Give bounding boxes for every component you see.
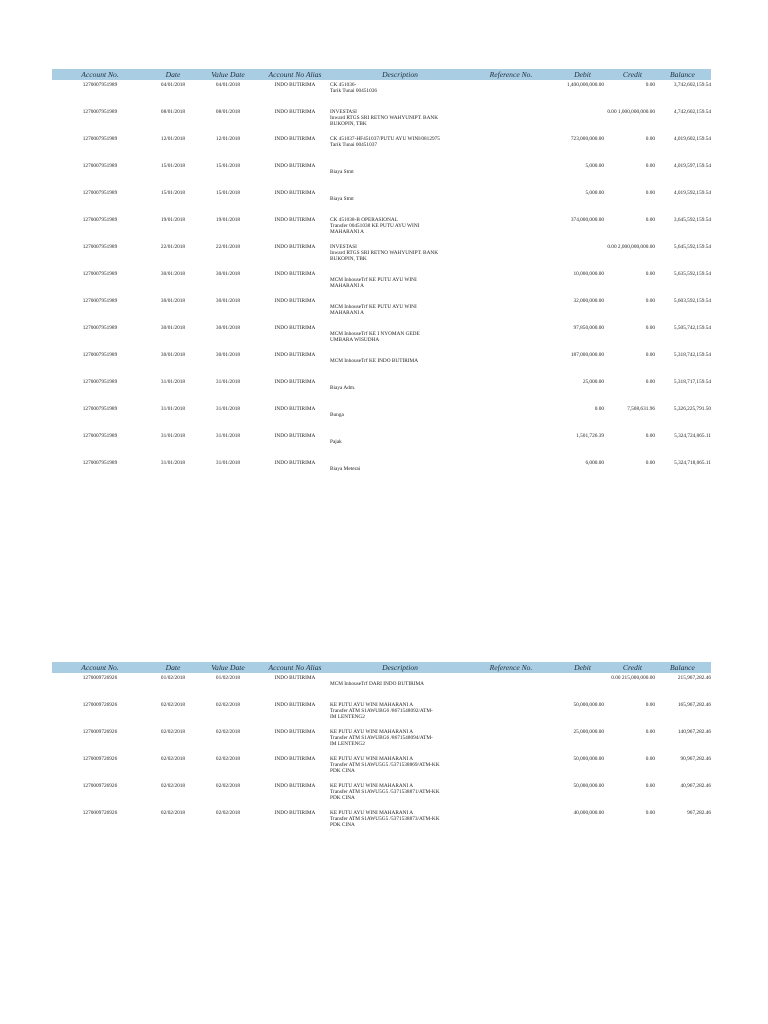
debit-cell: 25,000.00 [582,379,604,385]
table-header [52,69,711,80]
account-alias-cell: INDO BUTIRIMA [274,136,316,142]
value-date-cell: 15/01/2018 [215,190,241,196]
header-account-alias: Account No Alias [268,70,322,79]
account-no-cell: 1270007951989 [82,217,118,223]
debit-cell: 32,000,000.00 [573,298,604,304]
credit-cell: 0.00 215,000,000.00 [611,675,655,681]
value-date-cell: 31/01/2018 [215,460,241,466]
balance-cell: 3,742,602,159.54 [673,82,711,88]
account-alias-cell: INDO BUTIRIMA [274,82,316,88]
balance-cell: 5,326,225,791.50 [673,406,711,412]
description-cell: INVESTASI Inward RTGS SRI RETNO WAHYUNIPT. BANK BUKOPIN, TBK [330,109,439,128]
account-alias-cell: INDO BUTIRIMA [274,109,316,115]
date-cell: 22/01/2018 [160,244,186,250]
description-cell: Biaya Stmt [330,169,354,176]
account-no-cell: 1270009726926 [82,756,118,762]
credit-cell: 0.00 [645,810,655,816]
value-date-cell: 04/01/2018 [215,82,241,88]
balance-cell: 4,742,602,159.54 [673,109,711,115]
debit-cell: 5,000.00 [585,163,604,169]
header-reference-no: Reference No. [489,70,533,79]
date-cell: 30/01/2018 [160,271,186,277]
debit-cell: 25,000,000.00 [573,729,604,735]
account-no-cell: 1270007951989 [82,406,118,412]
credit-cell: 0.00 [645,783,655,789]
balance-cell: 40,967,282.46 [680,783,711,789]
account-alias-cell: INDO BUTIRIMA [274,810,316,816]
description-cell: Biaya Stmt [330,196,354,203]
value-date-cell: 30/01/2018 [215,271,241,277]
date-cell: 31/01/2018 [160,406,186,412]
account-no-cell: 1270007951989 [82,271,118,277]
balance-cell: 5,324,724,065.11 [674,433,711,439]
account-alias-cell: INDO BUTIRIMA [274,406,316,412]
description-cell: MCM InhouseTrf KE INDO BUTIRIMA [330,358,419,365]
credit-cell: 0.00 [645,379,655,385]
date-cell: 30/01/2018 [160,325,186,331]
value-date-cell: 02/02/2018 [215,810,241,816]
header-debit: Debit [574,70,591,79]
account-no-cell: 1270007951989 [82,379,118,385]
account-no-cell: 1270009726926 [82,783,118,789]
account-alias-cell: INDO BUTIRIMA [274,729,316,735]
header-value-date: Value Date [211,70,245,79]
account-alias-cell: INDO BUTIRIMA [274,325,316,331]
value-date-cell: 02/02/2018 [215,729,241,735]
credit-cell: 0.00 [645,325,655,331]
account-no-cell: 1270007951989 [82,244,118,250]
date-cell: 31/01/2018 [160,460,186,466]
account-no-cell: 1270009726926 [82,702,118,708]
description-cell: INVESTASI Inward RTGS SRI RETNO WAHYUNIPT. BANK BUKOPIN, TBK [330,244,439,263]
value-date-cell: 30/01/2018 [215,352,241,358]
header-debit: Debit [574,663,591,672]
balance-cell: 5,318,717,159.54 [673,379,711,385]
debit-cell: 50,000,000.00 [573,783,604,789]
account-no-cell: 1270007951989 [82,109,118,115]
credit-cell: 0.00 [645,298,655,304]
debit-cell: 6,000.00 [585,460,604,466]
date-cell: 04/01/2018 [160,82,186,88]
account-alias-cell: INDO BUTIRIMA [274,298,316,304]
account-no-cell: 1270007951989 [82,433,118,439]
account-alias-cell: INDO BUTIRIMA [274,433,316,439]
description-cell: KE PUTU AYU WINI MAHARANI A Transfer ATM S1AWU5G5 /5371538869/ATM-KK PDK CINA [330,756,440,775]
balance-cell: 215,967,282.46 [677,675,711,681]
header-date: Date [165,70,181,79]
credit-cell: 0.00 [645,271,655,277]
account-alias-cell: INDO BUTIRIMA [274,271,316,277]
account-alias-cell: INDO BUTIRIMA [274,244,316,250]
header-balance: Balance [670,663,695,672]
balance-cell: 4,019,602,159.54 [673,136,711,142]
date-cell: 31/01/2018 [160,379,186,385]
date-cell: 02/02/2018 [160,783,186,789]
credit-cell: 0.00 [645,82,655,88]
date-cell: 15/01/2018 [160,190,186,196]
value-date-cell: 30/01/2018 [215,298,241,304]
debit-cell: 1,400,000,000.00 [566,82,604,88]
description-cell: Bunga [330,412,344,419]
balance-cell: 5,645,592,159.54 [673,244,711,250]
header-credit: Credit [622,663,643,672]
description-cell: KE PUTU AYU WINI MAHARANI A Transfer ATM S1AWUBG6 /8671548094/ATM- IM LENTENG2 [330,729,433,748]
debit-cell: 723,000,000.00 [570,136,604,142]
debit-cell: 50,000,000.00 [573,756,604,762]
credit-cell: 0.00 [645,217,655,223]
debit-cell: 97,850,000.00 [573,325,604,331]
description-cell: MCM InhouseTrf DARI INDO BUTIRIMA [330,681,424,688]
debit-cell: 40,000,000.00 [573,810,604,816]
credit-cell: 0.00 [645,702,655,708]
value-date-cell: 02/02/2018 [215,783,241,789]
value-date-cell: 12/01/2018 [215,136,241,142]
description-cell: CK 451036- Tarik Tunai 00451036 [330,82,378,95]
table-header [52,662,711,673]
value-date-cell: 15/01/2018 [215,163,241,169]
date-cell: 08/01/2018 [160,109,186,115]
header-value-date: Value Date [211,663,245,672]
date-cell: 02/02/2018 [160,810,186,816]
account-no-cell: 1270009726926 [82,729,118,735]
credit-cell: 0.00 1,000,000,000.00 [607,109,655,115]
description-cell: KE PUTU AYU WINI MAHARANI A Transfer ATM S1AWUBG6 /8671548092/ATM- IM LENTENG2 [330,702,433,721]
credit-cell: 0.00 [645,163,655,169]
description-cell: KE PUTU AYU WINI MAHARANI A Transfer ATM S1AWU5G5 /5371538871/ATM-KK PDK CINA [330,783,440,802]
credit-cell: 7,508,631.96 [627,406,655,412]
account-no-cell: 1270007951989 [82,163,118,169]
header-account-alias: Account No Alias [268,663,322,672]
date-cell: 30/01/2018 [160,298,186,304]
account-alias-cell: INDO BUTIRIMA [274,163,316,169]
header-credit: Credit [622,70,643,79]
description-cell: MCM InhouseTrf KE PUTU AYU WINI MAHARANI A [330,304,417,317]
balance-cell: 3,645,592,159.54 [673,217,711,223]
value-date-cell: 19/01/2018 [215,217,241,223]
description-cell: Pajak [330,439,342,446]
balance-cell: 5,324,718,065.11 [674,460,711,466]
value-date-cell: 31/01/2018 [215,406,241,412]
account-alias-cell: INDO BUTIRIMA [274,352,316,358]
value-date-cell: 02/02/2018 [215,756,241,762]
description-cell: CK 451037-HF451037/PUTU AYU WINI/0812975 Tarik Tunai 00451037 [330,136,440,149]
value-date-cell: 30/01/2018 [215,325,241,331]
header-account-no: Account No. [81,70,119,79]
date-cell: 30/01/2018 [160,352,186,358]
value-date-cell: 01/02/2018 [215,675,241,681]
account-no-cell: 1270007951989 [82,325,118,331]
account-no-cell: 1270007951989 [82,298,118,304]
description-cell: MCM InhouseTrf KE PUTU AYU WINI MAHARANI A [330,277,417,290]
debit-cell: 1,501,726.39 [576,433,604,439]
balance-cell: 5,635,592,159.54 [673,271,711,277]
header-reference-no: Reference No. [489,663,533,672]
credit-cell: 0.00 [645,352,655,358]
statement-table [52,662,711,829]
debit-cell: 5,000.00 [585,190,604,196]
debit-cell: 10,000,000.00 [573,271,604,277]
header-date: Date [165,663,181,672]
balance-cell: 165,967,282.46 [677,702,711,708]
account-alias-cell: INDO BUTIRIMA [274,379,316,385]
date-cell: 02/02/2018 [160,702,186,708]
account-no-cell: 1270007951989 [82,460,118,466]
value-date-cell: 22/01/2018 [215,244,241,250]
description-cell: Biaya Adm. [330,385,356,392]
account-no-cell: 1270009726926 [82,810,118,816]
debit-cell: 187,000,000.00 [570,352,604,358]
credit-cell: 0.00 [645,756,655,762]
header-balance: Balance [670,70,695,79]
date-cell: 19/01/2018 [160,217,186,223]
credit-cell: 0.00 [645,433,655,439]
debit-cell: 374,000,000.00 [570,217,604,223]
description-cell: Biaya Meterai [330,466,361,473]
description-cell: MCM InhouseTrf KE I NYOMAN GEDE UMBARA WISUDHA [330,331,420,344]
date-cell: 02/02/2018 [160,729,186,735]
header-account-no: Account No. [81,663,119,672]
account-no-cell: 1270007951989 [82,82,118,88]
credit-cell: 0.00 2,000,000,000.00 [607,244,655,250]
value-date-cell: 31/01/2018 [215,433,241,439]
account-no-cell: 1270009726926 [82,675,118,681]
value-date-cell: 02/02/2018 [215,702,241,708]
statement-table [52,69,711,473]
account-alias-cell: INDO BUTIRIMA [274,702,316,708]
header-description: Description [382,70,418,79]
date-cell: 12/01/2018 [160,136,186,142]
balance-cell: 5,318,742,159.54 [673,352,711,358]
debit-cell: 0.00 [594,406,604,412]
balance-cell: 90,967,282.46 [680,756,711,762]
balance-cell: 140,967,282.46 [677,729,711,735]
value-date-cell: 08/01/2018 [215,109,241,115]
date-cell: 02/02/2018 [160,756,186,762]
balance-cell: 5,603,592,159.54 [673,298,711,304]
credit-cell: 0.00 [645,136,655,142]
credit-cell: 0.00 [645,190,655,196]
balance-cell: 4,019,597,159.54 [673,163,711,169]
balance-cell: 4,019,592,159.54 [673,190,711,196]
account-alias-cell: INDO BUTIRIMA [274,675,316,681]
description-cell: CK 451038-B OPERASIONAL Transfer 00451038 KE PUTU AYU WINI MAHARANI A [330,217,420,236]
balance-cell: 967,282.46 [687,810,711,816]
date-cell: 15/01/2018 [160,163,186,169]
account-alias-cell: INDO BUTIRIMA [274,217,316,223]
header-description: Description [382,663,418,672]
credit-cell: 0.00 [645,460,655,466]
account-no-cell: 1270007951989 [82,136,118,142]
value-date-cell: 31/01/2018 [215,379,241,385]
description-cell: KE PUTU AYU WINI MAHARANI A Transfer ATM S1AWU5G5 /5371538873/ATM-KK PDK CINA [330,810,440,829]
credit-cell: 0.00 [645,729,655,735]
account-alias-cell: INDO BUTIRIMA [274,783,316,789]
account-alias-cell: INDO BUTIRIMA [274,190,316,196]
account-no-cell: 1270007951989 [82,352,118,358]
balance-cell: 5,505,742,159.54 [673,325,711,331]
date-cell: 01/02/2018 [160,675,186,681]
account-no-cell: 1270007951989 [82,190,118,196]
account-alias-cell: INDO BUTIRIMA [274,460,316,466]
debit-cell: 50,000,000.00 [573,702,604,708]
date-cell: 31/01/2018 [160,433,186,439]
account-alias-cell: INDO BUTIRIMA [274,756,316,762]
